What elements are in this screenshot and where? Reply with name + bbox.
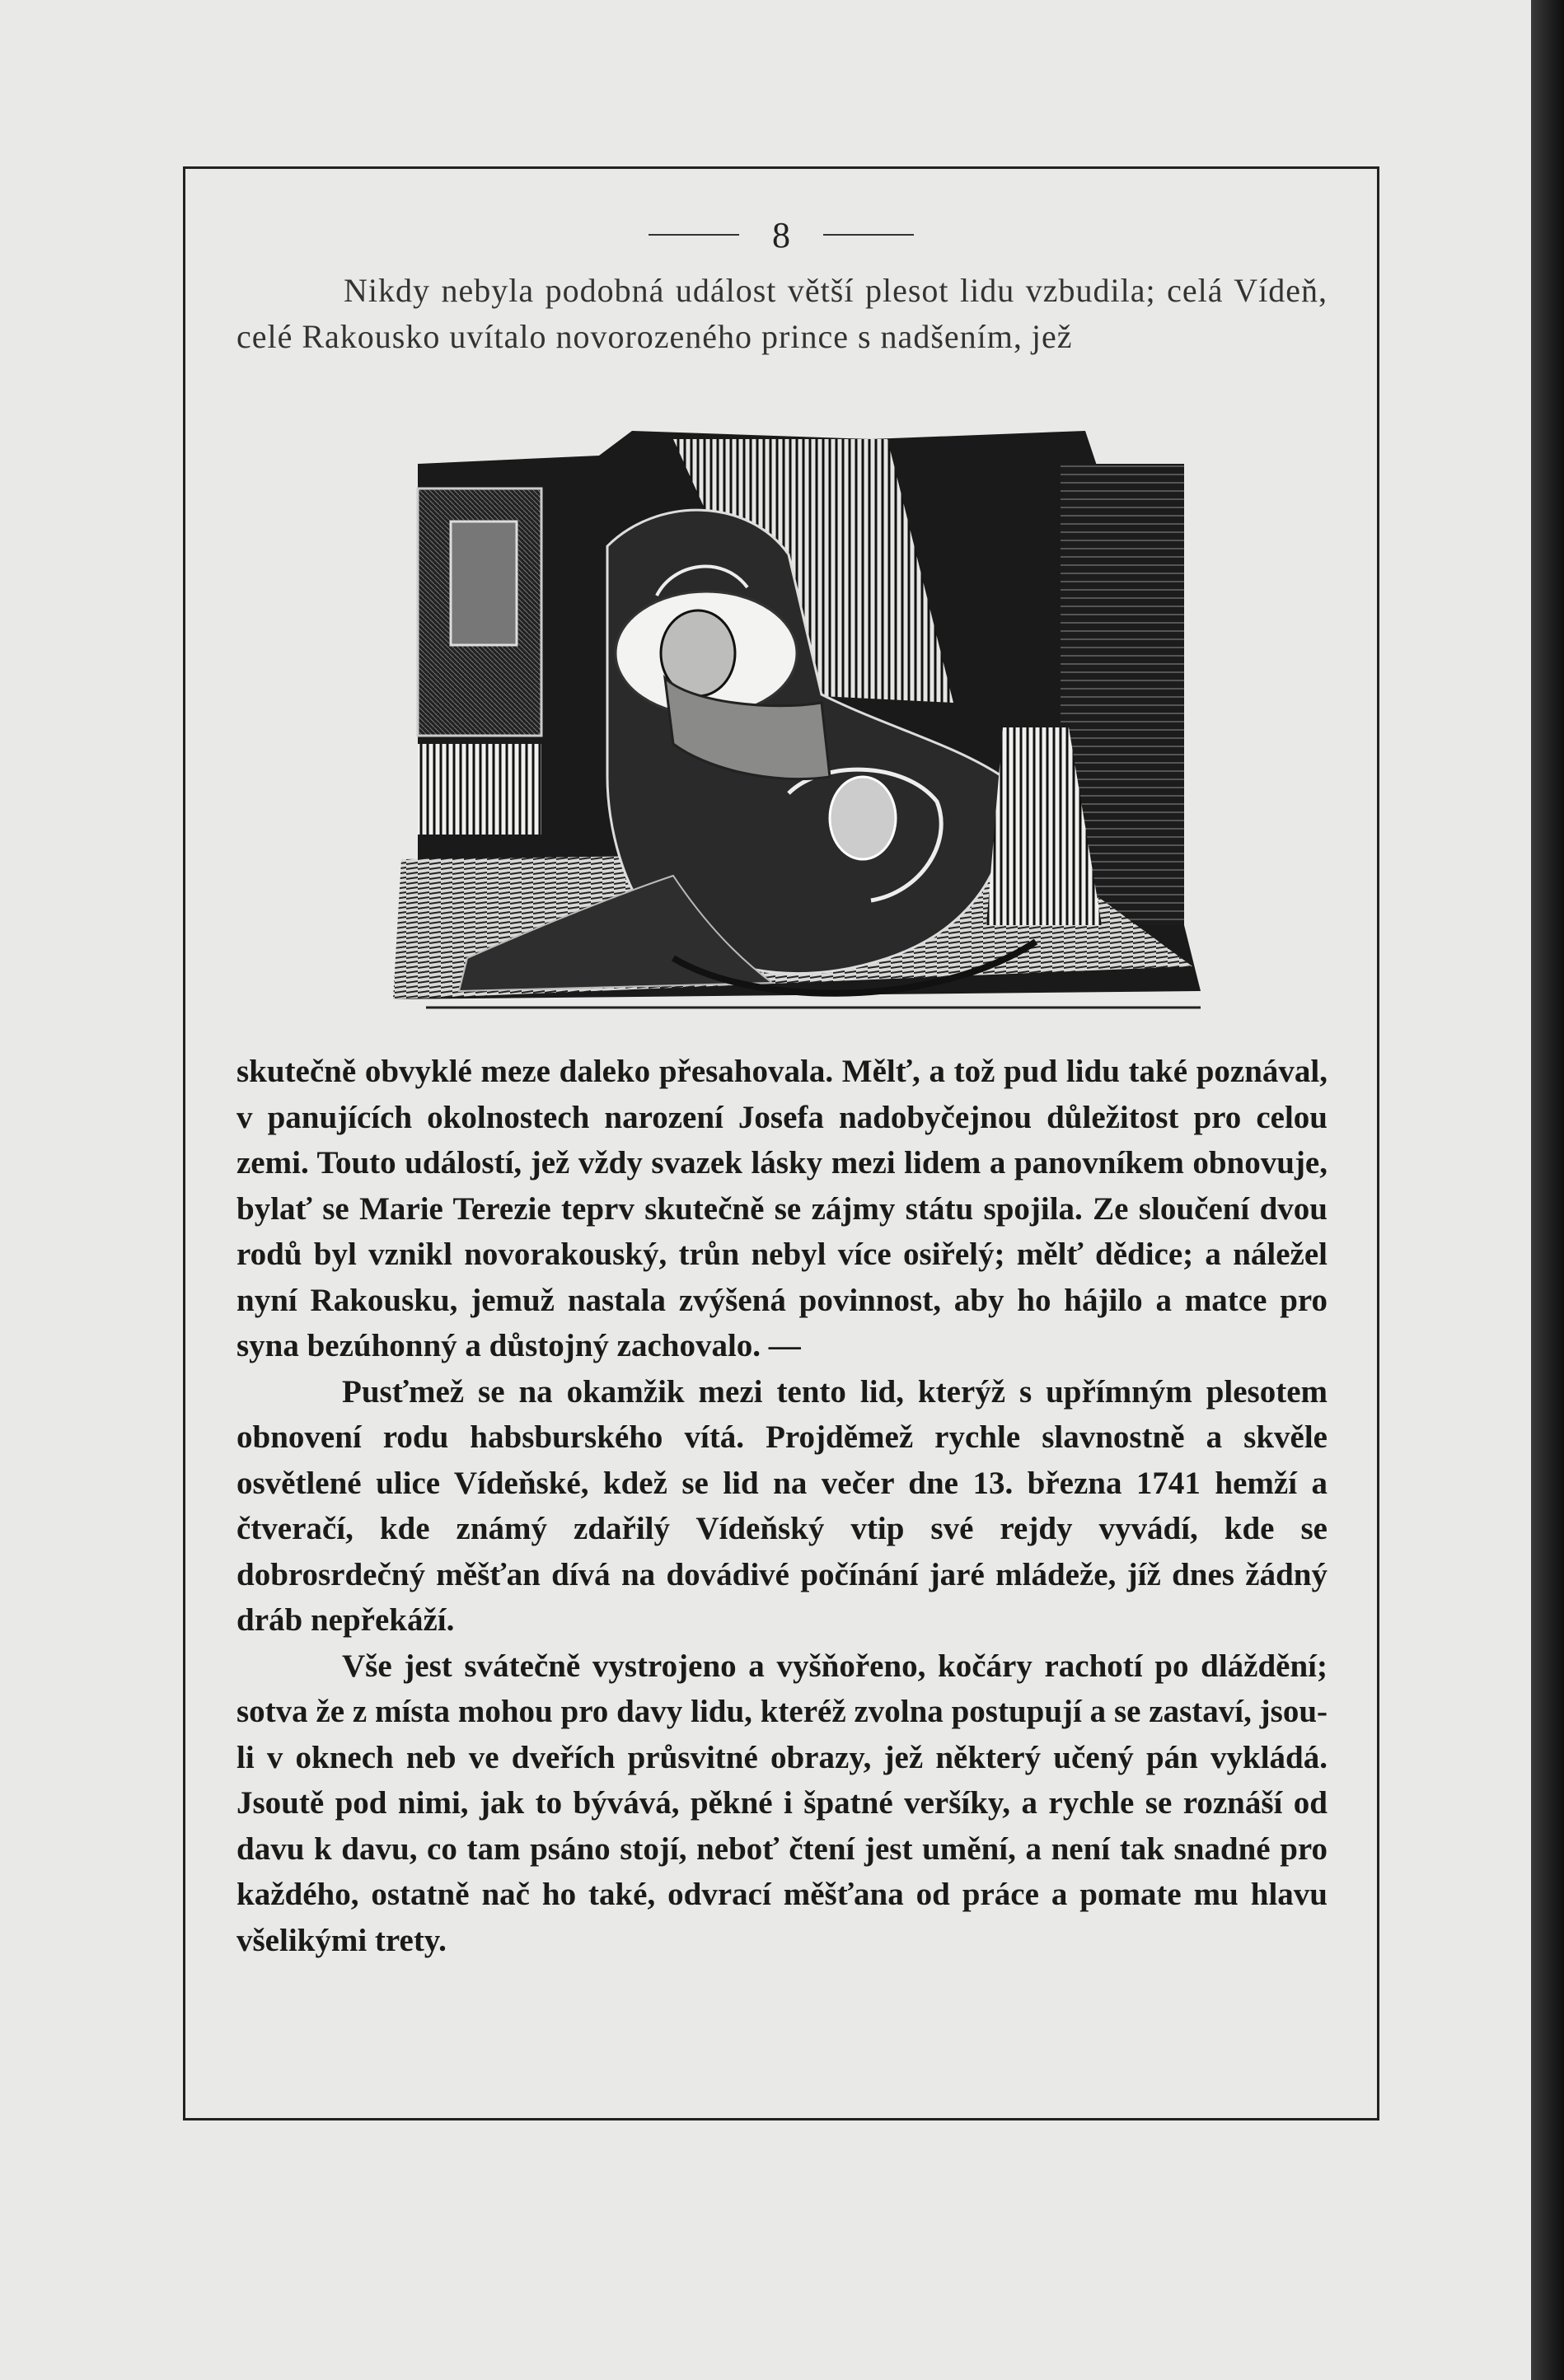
page-number: 8 [772,214,790,255]
cradle-engraving-illustration [360,431,1217,1024]
page-header [185,210,1377,260]
text-frame [183,166,1379,2120]
paragraph-top: Nikdy nebyla podobná událost větší plesot lidu vzbudila; celá Vídeň, celé Rakousko uvítalo novorozeného prince s nadšením, jež [236,272,1328,355]
crest-shield [830,777,896,859]
paragraph-2: Pusťmež se na okamžik mezi tento lid, kterýž s upřímným plesotem obnovení rodu habsburského vítá. Projděmež rychle slavnostně a skvěle osvětlené ulice Vídeňské, kdež se lid na večer dne 13. března 1741 hemží a čtveračí, kde známý zdařilý Vídeňský vtip své rejdy vyvádí, kde se dobrosrdečný měšťan dívá na dovádivé počínání jaré mládeže, jíž dnes žádný dráb nepřekáží. [236,1373,1328,1638]
book-spine-edge [1531,0,1564,2380]
main-text [236,1049,1328,1963]
top-text [236,268,1328,360]
header-rule-left [649,234,739,236]
header-rule-right [823,234,914,236]
paragraph-3: Vše jest svátečně vystrojeno a vyšňořeno, kočáry rachotí po dláždění; sotva že z místa mohou pro davy lidu, kteréž zvolna postupují a se zastaví, jsou-li v oknech neb ve dveřích průsvitné obrazy, jež některý učený pán vykládá. Jsoutě pod nimi, jak to bývává, pěkné i špatné veršíky, a rychle se roznáší od davu k davu, co tam psáno stojí, neboť čtení jest umění, a není tak snadné pro každého, ostatně nač ho také, odvrací měšťana od práce a pomate mu hlavu všelikými trety. [236,1648,1328,1958]
paragraph-1: skutečně obvyklé meze daleko přesahovala. Mělť, a tož pud lidu také poznával, v panujících okolnostech narození Josefa nadobyčejnou důležitost pro celou zemi. Touto událostí, jež vždy svazek lásky mezi lidem a panovníkem obnovuje, bylať se Marie Terezie teprv skutečně se zájmy státu spojila. Ze sloučení dvou rodů byl vznikl novorakouský, trůn nebyl více osiřelý; mělť dědice; a náležel nyní Rakousku, jemuž nastala zvýšená povinnost, aby ho hájilo a matce pro syna bezúhonný a důstojný zachovalo. — [236,1054,1328,1363]
wainscot [418,744,541,835]
wall-frame [451,521,517,645]
